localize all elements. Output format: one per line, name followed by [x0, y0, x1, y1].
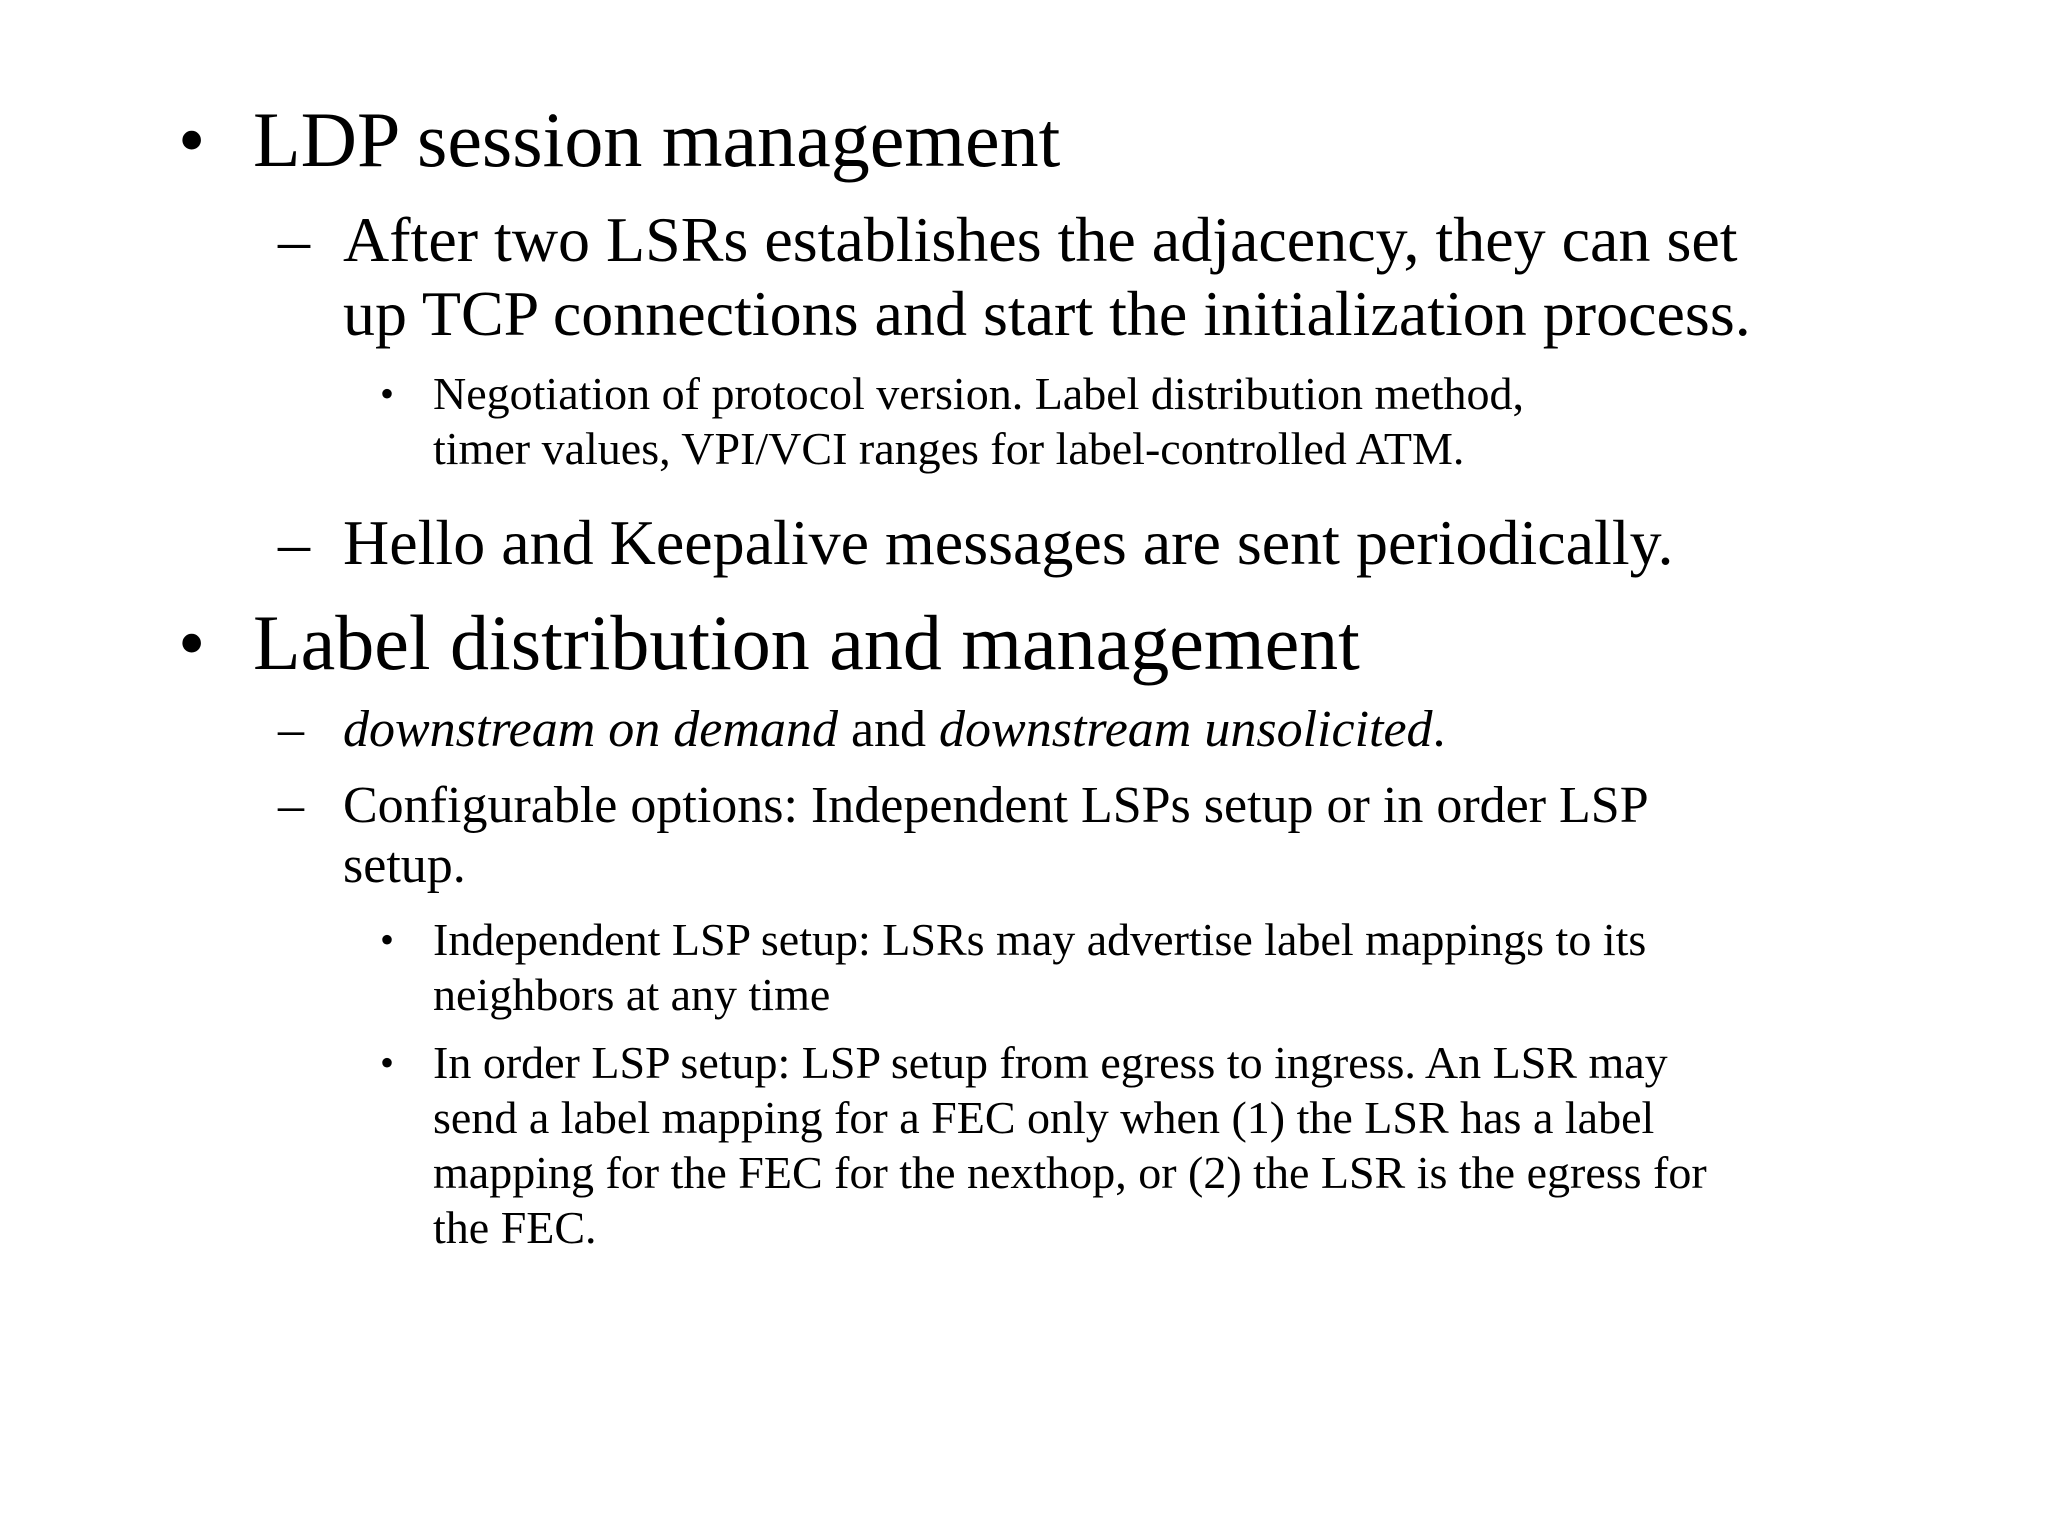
text-line: In order LSP setup: LSP setup from egress to ingress. An LSR may [433, 1037, 1668, 1088]
dash-marker: – [278, 204, 310, 275]
text-line: mapping for the FEC for the nexthop, or (2) the LSR is the egress for [433, 1147, 1707, 1198]
subsubbullet-text [433, 366, 1524, 476]
text-line: send a label mapping for a FEC only when (1) the LSR has a label [433, 1092, 1655, 1143]
subsubbullet-text [433, 912, 1646, 1022]
bullet-marker: • [178, 96, 206, 183]
connector-text: and [837, 701, 940, 758]
punctuation: . [1432, 701, 1446, 758]
subbullet-adjacency [0, 203, 2048, 353]
bullet-marker: • [178, 599, 206, 686]
subbullet-text: Hello and Keepalive messages are sent periodically. [343, 507, 1674, 578]
bullet-text: LDP session management [253, 96, 1061, 183]
subbullet-text [343, 776, 1649, 896]
subbullet-text [343, 203, 1751, 351]
dash-marker: – [278, 701, 304, 758]
subsubbullet-in-order-lsp [0, 1035, 2048, 1265]
bullet-marker: • [380, 917, 395, 962]
subsubbullet-text [433, 1035, 1707, 1255]
text-line: the FEC. [433, 1202, 597, 1253]
text-line: timer values, VPI/VCI ranges for label-controlled ATM. [433, 423, 1465, 474]
italic-term: downstream on demand [343, 701, 838, 758]
text-line: setup. [343, 837, 466, 894]
subbullet-text [343, 700, 1446, 760]
text-line: After two LSRs establishes the adjacency, they can set [343, 204, 1738, 275]
text-line: Independent LSP setup: LSRs may advertise label mappings to its [433, 914, 1647, 965]
bullet-text: Label distribution and management [253, 599, 1360, 686]
bullet-marker: • [380, 1040, 395, 1085]
dash-marker: – [278, 507, 310, 578]
dash-marker: – [278, 777, 304, 834]
text-line: neighbors at any time [433, 969, 831, 1020]
subbullet-configurable-options [0, 776, 2048, 906]
bullet-marker: • [380, 371, 395, 416]
subsubbullet-negotiation [0, 366, 2048, 486]
text-line: Configurable options: Independent LSPs setup or in order LSP [343, 777, 1649, 834]
subsubbullet-independent-lsp [0, 912, 2048, 1022]
text-line: Negotiation of protocol version. Label distribution method, [433, 368, 1525, 419]
italic-term: downstream unsolicited [939, 701, 1433, 758]
text-line: up TCP connections and start the initialization process. [343, 278, 1751, 349]
